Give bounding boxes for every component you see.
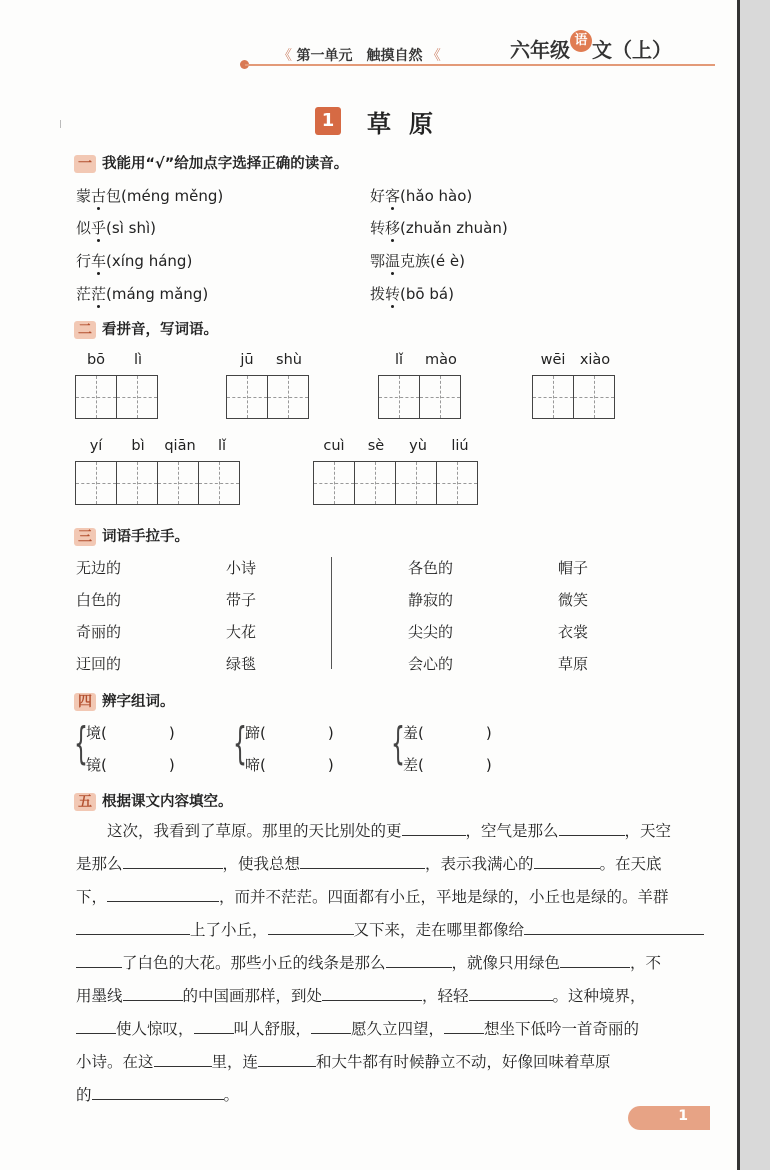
pinyin-syllable: qiān xyxy=(164,438,196,454)
pronunciation-item xyxy=(370,283,454,304)
match-word[interactable]: 衣裳 xyxy=(558,623,589,641)
writing-box[interactable] xyxy=(116,461,158,505)
fill-blank[interactable] xyxy=(311,1017,351,1034)
char-pair-item xyxy=(86,722,175,743)
match-word[interactable]: 静寂的 xyxy=(408,591,454,609)
writing-boxes xyxy=(379,375,461,419)
subject-badge: 语 xyxy=(570,30,592,52)
item-char: 似 xyxy=(76,219,92,237)
lesson-title: 草原 xyxy=(367,110,451,138)
pinyin-row xyxy=(313,438,481,454)
dotted-char: 古 xyxy=(91,187,107,205)
section-1-heading: 一 我能用“√”给加点字选择正确的读音。 xyxy=(74,152,348,173)
item-char: 转 xyxy=(370,219,386,237)
pinyin-row xyxy=(226,352,310,368)
match-word[interactable]: 会心的 xyxy=(408,655,454,673)
writing-boxes xyxy=(76,461,240,505)
fill-blank[interactable] xyxy=(402,819,466,836)
dotted-char: 茫 xyxy=(91,285,107,303)
item-options: (hǎo hào) xyxy=(400,187,473,205)
pair-char: 蹄( xyxy=(245,724,266,742)
item-options: (xíng háng) xyxy=(106,252,193,270)
match-word[interactable]: 大花 xyxy=(226,623,257,641)
writing-box[interactable] xyxy=(75,461,117,505)
page-number: 1 xyxy=(678,1108,688,1124)
writing-boxes xyxy=(76,375,158,419)
passage-line xyxy=(76,980,686,1013)
pair-char: 境( xyxy=(86,724,107,742)
section-5-heading: 五 根据课文内容填空。 xyxy=(74,790,233,811)
passage-text: 和大牛都有时候静立不动，好像回味着草原 xyxy=(316,1053,611,1071)
item-options: 克族(é è) xyxy=(400,252,465,270)
pronunciation-item xyxy=(76,217,156,238)
passage-text: 的 xyxy=(76,1086,92,1104)
section-4-heading: 四 辨字组词。 xyxy=(74,690,175,711)
fill-blank[interactable] xyxy=(194,1017,234,1034)
pronunciation-item xyxy=(370,185,472,206)
pronunciation-item xyxy=(76,283,208,304)
passage-text: ，天空 xyxy=(624,822,672,840)
writing-box[interactable] xyxy=(157,461,199,505)
fill-blank[interactable] xyxy=(76,951,122,968)
pinyin-syllable: sè xyxy=(367,438,385,454)
pinyin-syllable: xiào xyxy=(579,352,611,368)
writing-box[interactable] xyxy=(267,375,309,419)
dotted-char: 乎 xyxy=(91,219,107,237)
passage-text: 。这种境界， xyxy=(552,987,646,1005)
pronunciation-item xyxy=(76,250,192,271)
passage-text: ，使我总想 xyxy=(222,855,301,873)
item-char: 茫 xyxy=(76,285,92,303)
section-2-heading: 二 看拼音，写词语。 xyxy=(74,318,218,339)
pair-char: 差( xyxy=(403,756,424,774)
brace-icon: { xyxy=(391,718,405,769)
passage-text: ，空气是那么 xyxy=(465,822,559,840)
char-pair-item xyxy=(245,754,334,775)
dotted-char: 客 xyxy=(385,187,401,205)
match-word[interactable]: 帽子 xyxy=(558,559,589,577)
brace-icon: { xyxy=(74,718,88,769)
writing-box[interactable] xyxy=(419,375,461,419)
match-word[interactable]: 各色的 xyxy=(408,559,454,577)
passage-text: 下， xyxy=(76,888,108,906)
close-paren: ) xyxy=(168,724,175,742)
fill-blank[interactable] xyxy=(92,1083,224,1100)
fill-blank[interactable] xyxy=(300,852,425,869)
unit-label: 《 第一单元 触摸自然 《 xyxy=(278,48,441,64)
item-char: 拨 xyxy=(370,285,386,303)
pinyin-syllable: lǐ xyxy=(394,352,404,368)
passage-text: 叫人舒服， xyxy=(233,1020,312,1038)
fill-blank[interactable] xyxy=(534,852,600,869)
section-3-heading: 三 词语手拉手。 xyxy=(74,525,189,546)
passage-text: ，轻轻 xyxy=(422,987,469,1005)
passage-text: 。在天底 xyxy=(599,855,662,873)
writing-box[interactable] xyxy=(573,375,615,419)
writing-boxes xyxy=(314,461,478,505)
fill-blank[interactable] xyxy=(560,951,630,968)
char-pair-item xyxy=(245,722,334,743)
match-word[interactable]: 尖尖的 xyxy=(408,623,454,641)
passage-text: 了白色的大花。那些小丘的线条是那么 xyxy=(122,954,386,972)
match-word[interactable]: 带子 xyxy=(226,591,257,609)
item-char: 鄂 xyxy=(370,252,386,270)
fill-blank[interactable] xyxy=(524,918,704,935)
pinyin-syllable: yù xyxy=(409,438,427,454)
passage-line xyxy=(76,1079,686,1112)
pair-char: 镜( xyxy=(86,756,107,774)
fill-in-passage xyxy=(76,815,686,1112)
passage-line xyxy=(76,881,686,914)
match-word[interactable]: 绿毯 xyxy=(226,655,257,673)
fill-blank[interactable] xyxy=(123,852,223,869)
char-pair-item xyxy=(403,754,492,775)
fill-blank[interactable] xyxy=(322,984,422,1001)
close-paren: ) xyxy=(327,724,334,742)
pinyin-syllable: wēi xyxy=(540,352,566,368)
pinyin-row xyxy=(378,352,462,368)
item-options: (bō bá) xyxy=(400,285,454,303)
writing-box[interactable] xyxy=(198,461,240,505)
writing-boxes xyxy=(227,375,309,419)
writing-box[interactable] xyxy=(395,461,437,505)
passage-line xyxy=(76,848,686,881)
passage-text: 里，连 xyxy=(211,1053,259,1071)
fill-blank[interactable] xyxy=(154,1050,212,1067)
close-paren: ) xyxy=(327,756,334,774)
match-word[interactable]: 小诗 xyxy=(226,559,257,577)
match-word[interactable]: 迂回的 xyxy=(76,655,122,673)
char-pair-item xyxy=(403,722,492,743)
passage-text: 是那么 xyxy=(76,855,123,873)
passage-text: 的中国画那样，到处 xyxy=(182,987,323,1005)
passage-text: ，就像只用绿色 xyxy=(451,954,561,972)
char-pair-item xyxy=(86,754,175,775)
passage-line xyxy=(76,1046,686,1079)
item-options: (máng mǎng) xyxy=(106,285,209,303)
writing-boxes xyxy=(533,375,615,419)
fill-blank[interactable] xyxy=(444,1017,484,1034)
writing-box[interactable] xyxy=(226,375,268,419)
passage-text: ，不 xyxy=(630,954,662,972)
fill-blank[interactable] xyxy=(258,1050,316,1067)
close-paren: ) xyxy=(485,724,492,742)
item-options: 包(méng měng) xyxy=(106,187,224,205)
fill-blank[interactable] xyxy=(107,885,219,902)
passage-text: 使人惊叹， xyxy=(116,1020,194,1038)
pinyin-syllable: lǐ xyxy=(217,438,227,454)
writing-box[interactable] xyxy=(354,461,396,505)
pronunciation-item xyxy=(370,217,508,238)
passage-line xyxy=(76,947,686,980)
fill-blank[interactable] xyxy=(123,984,183,1001)
pronunciation-item xyxy=(370,250,465,271)
passage-text: 又下来，走在哪里都像给 xyxy=(353,921,525,939)
fill-blank[interactable] xyxy=(76,1017,116,1034)
pinyin-syllable: cuì xyxy=(323,438,345,454)
pair-char: 羞( xyxy=(403,724,424,742)
writing-box[interactable] xyxy=(313,461,355,505)
match-word[interactable]: 微笑 xyxy=(558,591,589,609)
match-word[interactable]: 草原 xyxy=(558,655,589,673)
writing-box[interactable] xyxy=(532,375,574,419)
passage-text: ，而并不茫茫。四面都有小丘，平地是绿的，小丘也是绿的。羊群 xyxy=(219,888,669,906)
dotted-char: 移 xyxy=(385,219,401,237)
match-word[interactable]: 奇丽的 xyxy=(76,623,122,641)
pinyin-row xyxy=(532,352,616,368)
pinyin-syllable: lì xyxy=(133,352,143,368)
fill-blank[interactable] xyxy=(76,918,190,935)
item-char: 好 xyxy=(370,187,386,205)
lesson-number: 1 xyxy=(315,107,341,135)
item-options: (sì shì) xyxy=(106,219,156,237)
pinyin-syllable: mào xyxy=(425,352,457,368)
match-word[interactable]: 白色的 xyxy=(76,591,122,609)
close-paren: ) xyxy=(168,756,175,774)
dotted-char: 车 xyxy=(91,252,107,270)
match-word[interactable]: 无边的 xyxy=(76,559,122,577)
passage-text: 这次，我看到了草原。那里的天比别处的更 xyxy=(76,822,402,840)
passage-text: ，表示我满心的 xyxy=(425,855,534,873)
dotted-char: 转 xyxy=(385,285,401,303)
passage-text: 。 xyxy=(223,1086,240,1104)
writing-box[interactable] xyxy=(116,375,158,419)
passage-text: 小诗。在这 xyxy=(76,1053,154,1071)
passage-line xyxy=(76,815,686,848)
item-char: 行 xyxy=(76,252,92,270)
pinyin-syllable: shù xyxy=(276,352,302,368)
writing-box[interactable] xyxy=(75,375,117,419)
pinyin-syllable: bì xyxy=(131,438,145,454)
passage-text: 用墨线 xyxy=(76,987,123,1005)
pinyin-row xyxy=(75,352,159,368)
writing-box[interactable] xyxy=(436,461,478,505)
writing-box[interactable] xyxy=(378,375,420,419)
pinyin-syllable: yí xyxy=(89,438,103,454)
margin-mark xyxy=(60,120,61,128)
grade-label: 六年级 语 文（上） xyxy=(510,34,672,63)
page-number-tab xyxy=(628,1106,710,1130)
passage-line xyxy=(76,914,686,947)
fill-blank[interactable] xyxy=(469,984,553,1001)
pinyin-row xyxy=(75,438,243,454)
passage-text: 上了小丘， xyxy=(190,921,268,939)
passage-text: 愿久立四望， xyxy=(351,1020,445,1038)
passage-line xyxy=(76,1013,686,1046)
fill-blank[interactable] xyxy=(268,918,354,935)
fill-blank[interactable] xyxy=(386,951,452,968)
item-options: (zhuǎn zhuàn) xyxy=(400,219,508,237)
passage-text: 想坐下低吟一首奇丽的 xyxy=(484,1020,640,1038)
item-char: 蒙 xyxy=(76,187,92,205)
pinyin-syllable: jū xyxy=(240,352,254,368)
pair-char: 啼( xyxy=(245,756,266,774)
pinyin-syllable: liú xyxy=(451,438,469,454)
close-paren: ) xyxy=(485,756,492,774)
brace-icon: { xyxy=(233,718,247,769)
pinyin-syllable: bō xyxy=(86,352,106,368)
dotted-char: 温 xyxy=(385,252,401,270)
pronunciation-item xyxy=(76,185,223,206)
matching-divider xyxy=(331,557,332,669)
fill-blank[interactable] xyxy=(559,819,625,836)
